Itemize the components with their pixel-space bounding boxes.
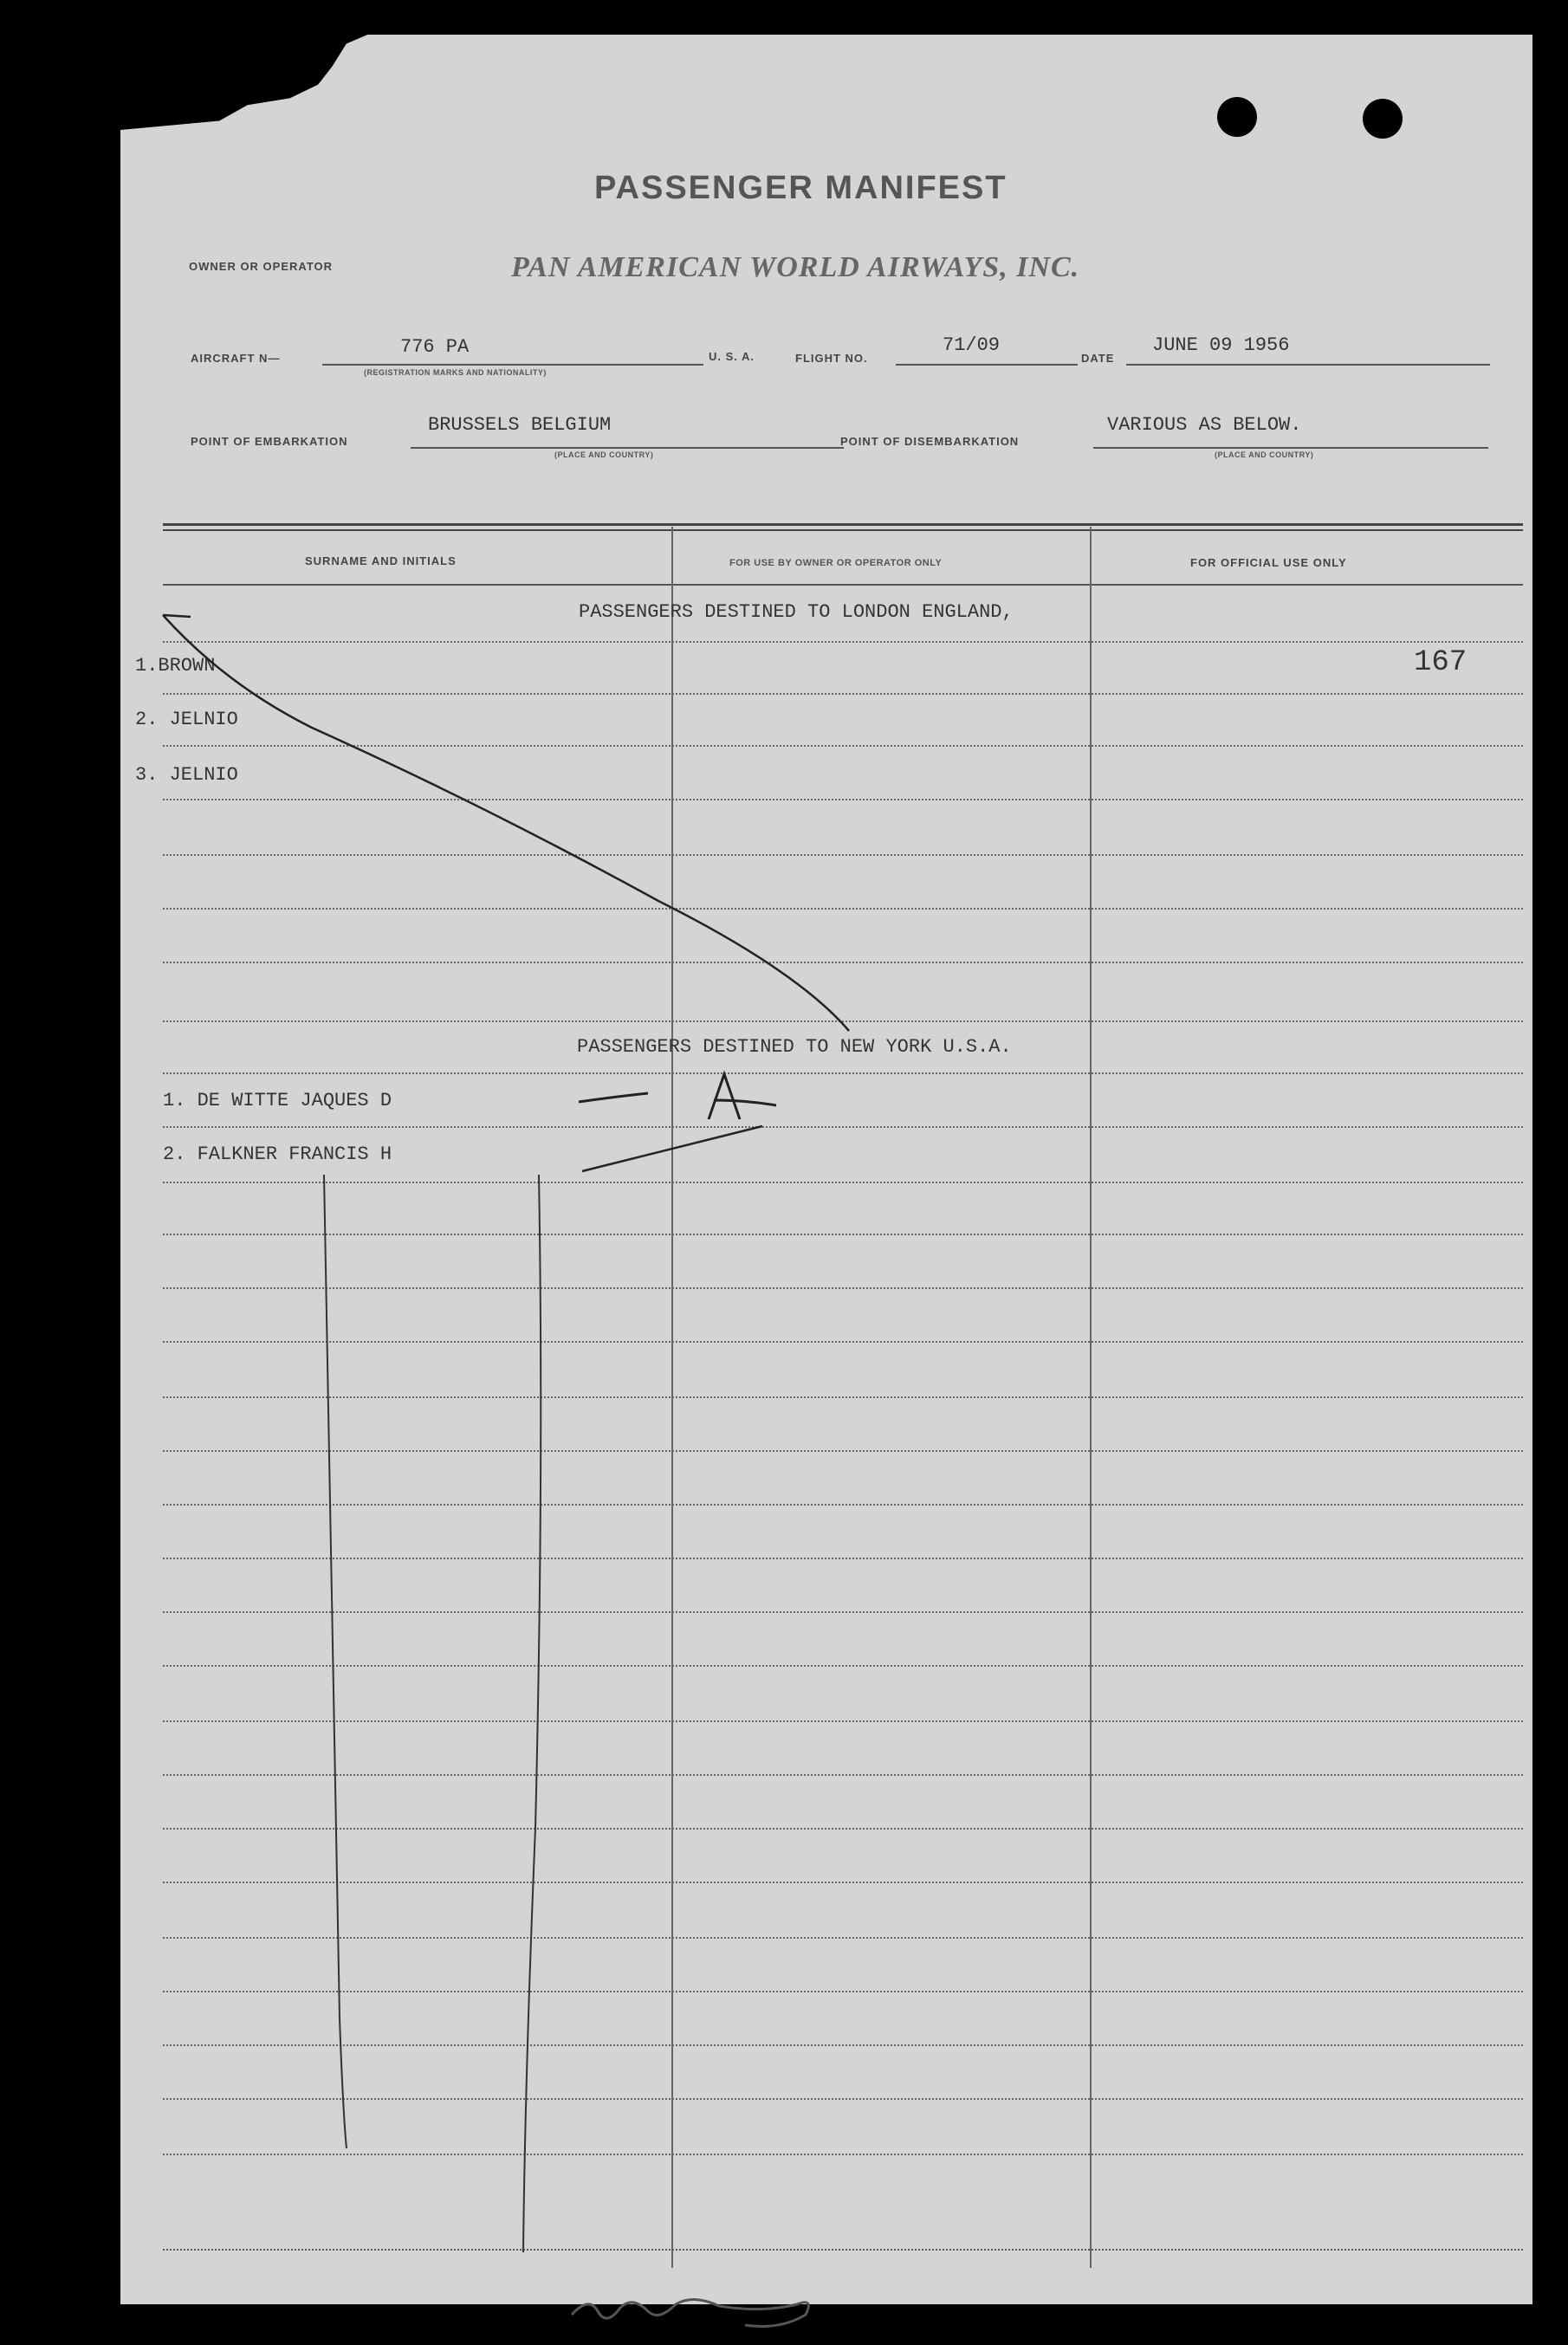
aircraft-value: 776 PA	[400, 336, 470, 358]
signature	[572, 2299, 808, 2326]
passenger-row: 1.BROWN	[135, 655, 216, 677]
column-header-operator: FOR USE BY OWNER OR OPERATOR ONLY	[729, 558, 943, 568]
date-label: DATE	[1081, 352, 1115, 365]
disembarkation-value: VARIOUS AS BELOW.	[1107, 414, 1302, 436]
place-note: (PLACE AND COUNTRY)	[1215, 450, 1314, 459]
page-title: PASSENGER MANIFEST	[594, 170, 1008, 206]
section-heading-new-york: PASSENGERS DESTINED TO NEW YORK U.S.A.	[577, 1036, 1012, 1058]
strike-through-mark	[163, 615, 849, 1031]
passenger-row: 3. JELNIO	[135, 764, 238, 786]
slash-mark	[582, 1126, 762, 1171]
usa-label: U. S. A.	[709, 350, 755, 363]
aircraft-label: AIRCRAFT N—	[191, 352, 281, 365]
place-note: (PLACE AND COUNTRY)	[554, 450, 654, 459]
embarkation-value: BRUSSELS BELGIUM	[428, 414, 612, 436]
passenger-row: 2. JELNIO	[135, 709, 238, 730]
column-header-surname: SURNAME AND INITIALS	[305, 554, 457, 567]
owner-value: PAN AMERICAN WORLD AIRWAYS, INC.	[511, 251, 1080, 283]
bracket-line-left	[324, 1175, 347, 2148]
dash-mark	[579, 1093, 648, 1102]
disembarkation-label: POINT OF DISEMBARKATION	[840, 435, 1020, 448]
date-value: JUNE 09 1956	[1152, 334, 1290, 356]
column-header-official: FOR OFFICIAL USE ONLY	[1190, 556, 1347, 569]
bracket-line-right	[523, 1175, 541, 2252]
passenger-row: 2. FALKNER FRANCIS H	[163, 1143, 392, 1165]
registration-note: (REGISTRATION MARKS AND NATIONALITY)	[364, 368, 547, 377]
embarkation-label: POINT OF EMBARKATION	[191, 435, 348, 448]
flight-label: FLIGHT NO.	[795, 352, 868, 365]
official-note: 167	[1414, 646, 1468, 679]
section-heading-london: PASSENGERS DESTINED TO LONDON ENGLAND,	[579, 601, 1014, 623]
passenger-row: 1. DE WITTE JAQUES D	[163, 1090, 392, 1111]
flight-value: 71/09	[943, 334, 1001, 356]
a-mark	[709, 1074, 776, 1119]
owner-label: OWNER OR OPERATOR	[189, 260, 334, 273]
